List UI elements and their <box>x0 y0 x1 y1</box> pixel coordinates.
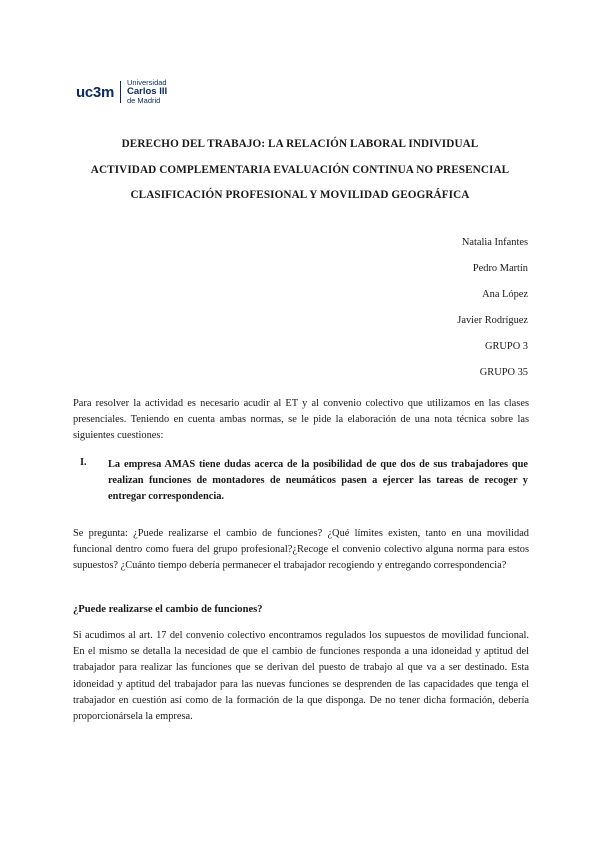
body-paragraph: Si acudimos al art. 17 del convenio colectivo encontramos regulados los supuestos de movilidad funcional. En el mismo se detalla la necesidad de que el cambio de funciones responda a una idoneidad y aptitud del trabajador para realizar las funciones que se derivan del puesto de trabajo al que va a ser destinado. Esta idoneidad y aptitud del trabajador para las nuevas funciones se desprenden de las capacidades que tenga el trabajador en cuestión así como de la formación de la que disponga. De no tener dicha formación, debería proporcionársela la empresa. <box>73 630 529 723</box>
logo-name <box>127 79 167 105</box>
logo-line-2: Carlos III <box>127 86 168 97</box>
course-title: DERECHO DEL TRABAJO: LA RELACIÓN LABORAL INDIVIDUAL <box>121 138 479 150</box>
author-name: Pedro Martín <box>472 263 528 274</box>
university-logo <box>76 80 167 104</box>
author-name: Natalia Infantes <box>461 237 528 248</box>
author-list <box>457 236 528 392</box>
question-prompt-paragraph: Se pregunta: ¿Puede realizarse el cambio de funciones? ¿Qué límites existen, tanto en una movilidad funcional dentro como fuera del grupo profesional?¿Recoge el convenio colectivo alguna norma para estos supuestos? ¿Cuánto tiempo debería permanecer el trabajador recogiendo y entregando correspondencia? <box>73 528 529 572</box>
group-label: GRUPO 3 <box>484 341 528 352</box>
author-name: Ana López <box>482 289 528 300</box>
author-name: Javier Rodríguez <box>457 315 528 326</box>
question-text: La empresa AMAS tiene dudas acerca de la posibilidad de que dos de sus trabajadores que realizan funciones de montadores de neumáticos pasen a ejercer las tareas de recoger y entregar correspondencia. <box>108 459 528 503</box>
group-label: GRUPO 35 <box>479 367 528 378</box>
activity-title: ACTIVIDAD COMPLEMENTARIA EVALUACIÓN CONTINUA NO PRESENCIAL <box>90 164 510 176</box>
logo-divider <box>120 81 121 103</box>
logo-line-1: Universidad <box>127 78 167 87</box>
section-subheading: ¿Puede realizarse el cambio de funciones? <box>73 604 263 615</box>
logo-line-3: de Madrid <box>127 96 161 105</box>
question-number: I. <box>80 457 87 468</box>
intro-paragraph: Para resolver la actividad es necesario acudir al ET y al convenio colectivo que utilizamos en las clases presenciales. Teniendo en cuenta ambas normas, se le pide la elaboración de una nota técnica sobre las siguientes cuestiones: <box>73 398 529 442</box>
topic-title: CLASIFICACIÓN PROFESIONAL Y MOVILIDAD GEOGRÁFICA <box>130 189 470 201</box>
logo-short: uc3m <box>76 83 114 101</box>
